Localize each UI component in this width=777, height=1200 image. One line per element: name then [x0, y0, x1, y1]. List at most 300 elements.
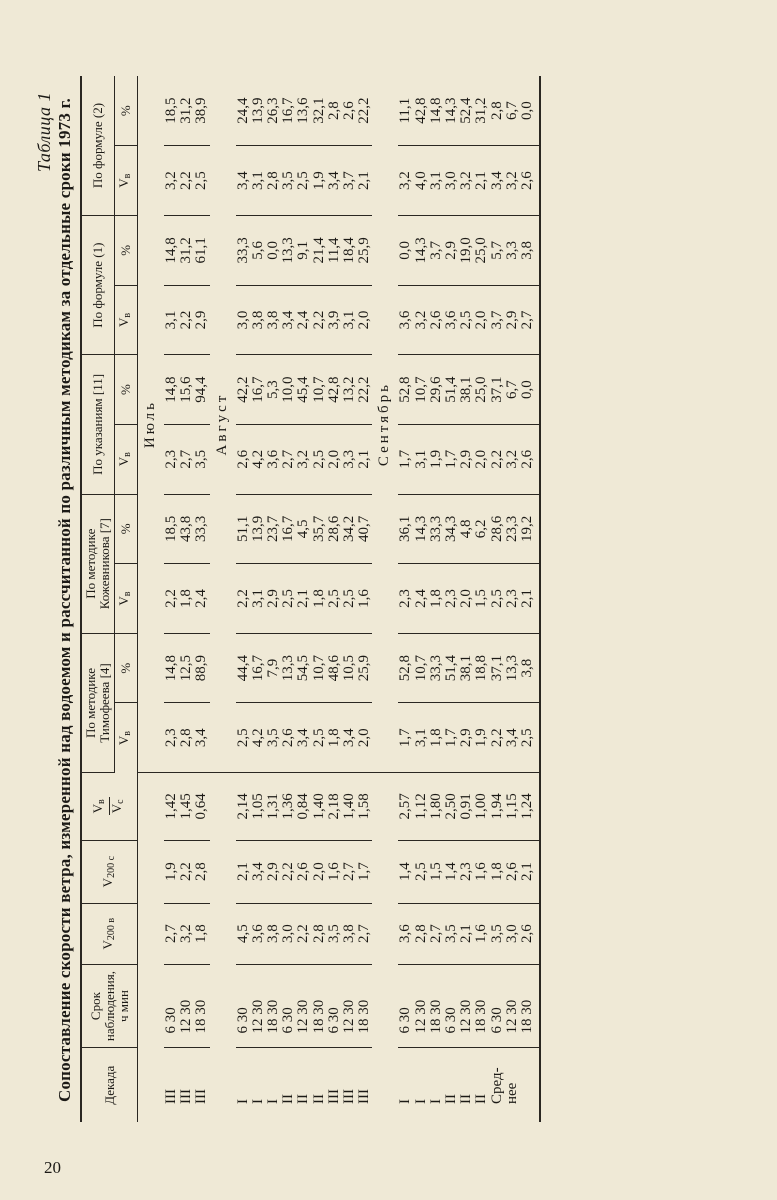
table-cell: 25,0: [474, 215, 489, 285]
table-cell: 3,7: [342, 146, 357, 216]
table-cell: 2,5: [281, 564, 296, 634]
table-cell: 3,4: [251, 840, 266, 903]
table-cell: 7,9: [266, 633, 281, 703]
table-cell: 21,4: [312, 215, 327, 285]
table-cell: 2,0: [474, 285, 489, 355]
table-cell: 3,5: [281, 146, 296, 216]
table-cell: 2,1: [474, 146, 489, 216]
cell-dekada: I: [427, 1099, 444, 1104]
table-cell: 26,3: [266, 76, 281, 146]
table-cell: 1,15: [505, 773, 520, 840]
table-cell: 13,6: [296, 76, 311, 146]
cell-dekada: II: [280, 1094, 297, 1104]
table-cell: 2,1: [459, 903, 474, 964]
table-cell: 34,3: [444, 494, 459, 564]
table-cell: 3,6: [251, 903, 266, 964]
header-method-kozhevnikov: По методике Кожевникова [7]: [81, 494, 115, 633]
table-cell: 1,9: [474, 703, 489, 773]
header-v200v: $V_{200 в}$: [81, 903, 138, 964]
table-cell: 2,6: [342, 76, 357, 146]
table-cell: 3,3: [505, 215, 520, 285]
table-cell: 33,3: [429, 633, 444, 703]
table-cell: 42,2: [236, 355, 251, 425]
table-cell: 3,4: [296, 703, 311, 773]
page-number: 20: [44, 1158, 61, 1177]
table-cell: 3,9: [327, 285, 342, 355]
table-cell: 2,2: [296, 903, 311, 964]
table-header: [81, 76, 138, 1122]
table-cell: 1,8: [327, 703, 342, 773]
table-row: [312, 76, 327, 1122]
table-cell: 35,7: [312, 494, 327, 564]
table-cell: 3,6: [444, 285, 459, 355]
table-cell: 2,4: [194, 564, 209, 634]
header-method-ukazaniya: По указаниям [11]: [81, 355, 115, 494]
table-cell: 2,5: [490, 564, 505, 634]
table-cell: 2,5: [520, 703, 540, 773]
table-cell: 3,4: [327, 146, 342, 216]
table-cell: 13,3: [281, 215, 296, 285]
table-cell: 3,1: [414, 424, 429, 494]
table-cell: 52,8: [398, 355, 413, 425]
cell-srok: 12 30: [414, 964, 429, 1048]
table-cell: 4,8: [459, 494, 474, 564]
table-cell: 2,6: [281, 703, 296, 773]
table-cell: 44,4: [236, 633, 251, 703]
cell-dekada: III: [193, 1089, 210, 1104]
table-cell: 1,80: [429, 773, 444, 840]
table-cell: 1,4: [444, 840, 459, 903]
table-cell: 48,6: [327, 633, 342, 703]
table-cell: 2,9: [266, 564, 281, 634]
table-cell: 0,0: [266, 215, 281, 285]
cell-srok: 18 30: [520, 964, 540, 1048]
table-cell: 3,7: [429, 215, 444, 285]
subheader-pct: %: [115, 633, 138, 703]
table-cell: 31,2: [179, 76, 194, 146]
table-cell: 2,1: [520, 840, 540, 903]
table-cell: 61,1: [194, 215, 209, 285]
cell-srok: 12 30: [459, 964, 474, 1048]
table-cell: 2,3: [444, 564, 459, 634]
table-cell: 31,2: [474, 76, 489, 146]
table-row: [490, 76, 505, 1122]
table-cell: 18,5: [164, 76, 179, 146]
cell-srok: 6 30: [327, 964, 342, 1048]
table-cell: 0,0: [520, 76, 540, 146]
table-cell: 37,1: [490, 355, 505, 425]
table-cell: 2,8: [194, 840, 209, 903]
table-cell: 2,9: [444, 215, 459, 285]
table-cell: 2,9: [194, 285, 209, 355]
table-cell: 1,9: [164, 840, 179, 903]
table-row: [520, 76, 540, 1122]
table-cell: 25,9: [357, 215, 372, 285]
table-cell: 3,8: [266, 903, 281, 964]
table-cell: 3,0: [444, 146, 459, 216]
table-cell: 52,4: [459, 76, 474, 146]
header-dekada: Декада: [81, 1048, 138, 1122]
table-cell: 34,2: [342, 494, 357, 564]
table-cell: 3,4: [194, 703, 209, 773]
table-row: [459, 76, 474, 1122]
table-cell: 3,4: [505, 703, 520, 773]
table-cell: 3,2: [505, 424, 520, 494]
table-cell: 3,6: [398, 903, 413, 964]
table-row: [505, 76, 520, 1122]
subheader-vv: $V_в$: [115, 285, 138, 355]
cell-srok: 18 30: [357, 964, 372, 1048]
table-cell: 2,9: [459, 424, 474, 494]
table-cell: 22,2: [357, 355, 372, 425]
table-cell: 3,2: [296, 424, 311, 494]
table-cell: 1,05: [251, 773, 266, 840]
table-row: [474, 76, 489, 1122]
table-cell: 2,5: [236, 703, 251, 773]
table-cell: 2,2: [179, 285, 194, 355]
table-cell: 3,1: [251, 564, 266, 634]
month-heading-row: [372, 76, 398, 1122]
table-cell: 2,2: [179, 146, 194, 216]
cell-srok: 12 30: [505, 964, 520, 1048]
table-cell: 2,8: [490, 76, 505, 146]
table-cell: 16,7: [251, 355, 266, 425]
table-row: [251, 76, 266, 1122]
cell-srok: 12 30: [251, 964, 266, 1048]
table-cell: 2,7: [357, 903, 372, 964]
table-cell: 1,7: [444, 703, 459, 773]
table-cell: 38,9: [194, 76, 209, 146]
subheader-vv: $V_в$: [115, 564, 138, 634]
cell-srok: 12 30: [342, 964, 357, 1048]
comparison-table: [80, 76, 541, 1122]
table-cell: 2,5: [414, 840, 429, 903]
table-cell: 2,6: [505, 840, 520, 903]
table-row: [236, 76, 251, 1122]
table-cell: 23,7: [266, 494, 281, 564]
table-cell: 22,2: [357, 76, 372, 146]
table-cell: 54,5: [296, 633, 311, 703]
cell-dekada: III: [325, 1089, 342, 1104]
table-cell: 32,1: [312, 76, 327, 146]
table-cell: 2,0: [459, 564, 474, 634]
table-cell: 2,1: [296, 564, 311, 634]
table-cell: 2,7: [281, 424, 296, 494]
cell-dekada: II: [458, 1094, 475, 1104]
table-cell: 1,8: [312, 564, 327, 634]
table-cell: 2,8: [179, 703, 194, 773]
table-row: [266, 76, 281, 1122]
table-cell: 2,18: [327, 773, 342, 840]
table-cell: 5,6: [251, 215, 266, 285]
table-cell: 2,6: [296, 840, 311, 903]
table-cell: 2,6: [236, 424, 251, 494]
table-cell: 2,3: [505, 564, 520, 634]
table-body: [138, 76, 541, 1122]
table-cell: 4,2: [251, 703, 266, 773]
table-cell: 5,3: [266, 355, 281, 425]
table-cell: 3,2: [414, 285, 429, 355]
table-cell: 2,5: [342, 564, 357, 634]
table-cell: 2,9: [459, 703, 474, 773]
cell-dekada: II: [310, 1094, 327, 1104]
table-cell: 1,6: [474, 840, 489, 903]
table-cell: 18,5: [164, 494, 179, 564]
table-cell: 2,2: [490, 424, 505, 494]
table-cell: 1,6: [474, 903, 489, 964]
header-formula-2: По формуле (2): [81, 76, 115, 215]
month-heading-row: [210, 76, 236, 1122]
table-cell: 51,4: [444, 355, 459, 425]
table-cell: 2,5: [296, 146, 311, 216]
table-cell: 16,7: [281, 494, 296, 564]
table-cell: 14,3: [414, 494, 429, 564]
table-cell: 2,7: [164, 903, 179, 964]
table-cell: 2,4: [296, 285, 311, 355]
header-srok: Срок наблюдения, ч мин: [81, 964, 138, 1048]
table-cell: 2,1: [236, 840, 251, 903]
subheader-pct: %: [115, 76, 138, 146]
table-cell: 3,1: [164, 285, 179, 355]
table-row: [357, 76, 372, 1122]
table-cell: 51,4: [444, 633, 459, 703]
table-cell: 3,1: [414, 703, 429, 773]
month-label: Сентябрь: [372, 76, 398, 773]
table-cell: 3,4: [281, 285, 296, 355]
table-cell: 0,0: [520, 355, 540, 425]
table-cell: 14,8: [429, 76, 444, 146]
table-cell: 2,3: [164, 424, 179, 494]
table-cell: 13,9: [251, 494, 266, 564]
cell-dekada: [520, 1048, 540, 1122]
table-cell: 51,1: [236, 494, 251, 564]
table-cell: 29,6: [429, 355, 444, 425]
table-cell: 2,7: [179, 424, 194, 494]
table-cell: 2,8: [414, 903, 429, 964]
table-cell: 3,1: [251, 146, 266, 216]
subheader-pct: %: [115, 494, 138, 564]
table-cell: 2,2: [179, 840, 194, 903]
table-cell: 2,6: [520, 424, 540, 494]
header-formula-1: По формуле (1): [81, 215, 115, 354]
cell-dekada: III: [341, 1089, 358, 1104]
cell-srok: 18 30: [312, 964, 327, 1048]
table-cell: 2,3: [164, 703, 179, 773]
table-cell: 16,7: [281, 76, 296, 146]
table-cell: 2,14: [236, 773, 251, 840]
cell-srok: 12 30: [296, 964, 311, 1048]
cell-dekada: III: [178, 1089, 195, 1104]
cell-dekada: нее: [503, 1082, 520, 1104]
cell-srok: 6 30: [281, 964, 296, 1048]
table-cell: 38,1: [459, 355, 474, 425]
table-cell: 13,3: [281, 633, 296, 703]
table-cell: 13,2: [342, 355, 357, 425]
table-cell: 9,1: [296, 215, 311, 285]
table-cell: 38,1: [459, 633, 474, 703]
table-cell: 42,8: [327, 355, 342, 425]
table-cell: 10,7: [414, 633, 429, 703]
cell-dekada: II: [295, 1094, 312, 1104]
table-cell: 24,4: [236, 76, 251, 146]
table-cell: 28,6: [327, 494, 342, 564]
table-cell: 25,0: [474, 355, 489, 425]
subheader-pct: %: [115, 355, 138, 425]
header-v200c: $V_{200 с}$: [81, 840, 138, 903]
cell-srok: 18 30: [194, 964, 209, 1048]
table-row: [296, 76, 311, 1122]
table-cell: 3,8: [342, 903, 357, 964]
table-cell: 10,5: [342, 633, 357, 703]
table-cell: 94,4: [194, 355, 209, 425]
table-cell: 2,2: [281, 840, 296, 903]
table-cell: 2,2: [490, 703, 505, 773]
cell-srok: 18 30: [474, 964, 489, 1048]
table-cell: 11,1: [398, 76, 413, 146]
table-cell: 2,1: [357, 424, 372, 494]
table-cell: 1,24: [520, 773, 540, 840]
table-cell: 3,8: [266, 285, 281, 355]
header-method-timofeev: По методике Тимофеева [4]: [81, 633, 115, 772]
table-cell: 0,64: [194, 773, 209, 840]
cell-dekada: I: [234, 1099, 251, 1104]
cell-dekada: III: [356, 1089, 373, 1104]
table-cell: 19,0: [459, 215, 474, 285]
table-cell: 2,6: [520, 146, 540, 216]
table-cell: 2,6: [429, 285, 444, 355]
table-cell: 1,31: [266, 773, 281, 840]
table-cell: 31,2: [179, 215, 194, 285]
table-row: [281, 76, 296, 1122]
table-cell: 5,7: [490, 215, 505, 285]
table-cell: 14,8: [164, 633, 179, 703]
table-cell: 45,4: [296, 355, 311, 425]
table-cell: 1,36: [281, 773, 296, 840]
table-cell: 3,3: [342, 424, 357, 494]
table-caption: Сопоставление скорости ветра, измеренной над водоемом и рассчитанной по различным методикам за отдельные сроки 1973 г.: [55, 98, 74, 1102]
table-cell: 6,7: [505, 355, 520, 425]
table-cell: 1,40: [342, 773, 357, 840]
table-cell: 1,00: [474, 773, 489, 840]
table-cell: 52,8: [398, 633, 413, 703]
table-cell: 4,5: [296, 494, 311, 564]
table-row: [342, 76, 357, 1122]
table-cell: 1,6: [357, 564, 372, 634]
table-cell: 33,3: [194, 494, 209, 564]
table-cell: 1,8: [429, 703, 444, 773]
table-cell: 23,3: [505, 494, 520, 564]
table-row: [164, 76, 179, 1122]
table-cell: 3,1: [342, 285, 357, 355]
table-cell: 28,6: [490, 494, 505, 564]
table-cell: 2,4: [414, 564, 429, 634]
table-cell: 18,8: [474, 633, 489, 703]
table-cell: 3,0: [281, 903, 296, 964]
table-cell: 2,6: [520, 903, 540, 964]
cell-dekada: I: [397, 1099, 414, 1104]
cell-dekada: II: [443, 1094, 460, 1104]
table-cell: 36,1: [398, 494, 413, 564]
table-cell: 4,5: [236, 903, 251, 964]
table-cell: 3,8: [251, 285, 266, 355]
month-label: Август: [210, 76, 236, 773]
table-cell: 19,2: [520, 494, 540, 564]
table-cell: 1,94: [490, 773, 505, 840]
table-cell: 3,6: [398, 285, 413, 355]
table-cell: 3,2: [164, 146, 179, 216]
table-cell: 2,0: [474, 424, 489, 494]
table-cell: 2,0: [327, 424, 342, 494]
table-cell: 2,8: [266, 146, 281, 216]
table-cell: 1,42: [164, 773, 179, 840]
table-cell: 2,9: [266, 840, 281, 903]
cell-dekada: III: [163, 1089, 179, 1104]
subheader-pct: %: [115, 215, 138, 285]
table-cell: 2,0: [357, 703, 372, 773]
table-cell: 4,0: [414, 146, 429, 216]
table-cell: 0,91: [459, 773, 474, 840]
table-cell: 1,45: [179, 773, 194, 840]
table-row: [444, 76, 459, 1122]
cell-srok: 6 30: [490, 964, 505, 1048]
table-cell: 14,3: [414, 215, 429, 285]
table-cell: 3,4: [342, 703, 357, 773]
table-row: [398, 76, 413, 1122]
table-cell: 3,2: [505, 146, 520, 216]
table-cell: 42,8: [414, 76, 429, 146]
table-cell: 10,7: [312, 633, 327, 703]
table-cell: 2,3: [459, 840, 474, 903]
table-cell: 88,9: [194, 633, 209, 703]
cell-srok: 6 30: [398, 964, 413, 1048]
table-cell: 16,7: [251, 633, 266, 703]
table-cell: 37,1: [490, 633, 505, 703]
table-cell: 3,0: [236, 285, 251, 355]
table-cell: 25,9: [357, 633, 372, 703]
table-cell: 2,5: [459, 285, 474, 355]
table-cell: 2,0: [357, 285, 372, 355]
table-cell: 2,5: [194, 146, 209, 216]
subheader-vv: $V_в$: [115, 146, 138, 216]
table-cell: 3,5: [444, 903, 459, 964]
cell-srok: 18 30: [429, 964, 444, 1048]
table-cell: 6,7: [505, 76, 520, 146]
table-cell: 1,9: [312, 146, 327, 216]
table-cell: 1,8: [429, 564, 444, 634]
month-label: Июль: [138, 76, 165, 773]
table-row: [429, 76, 444, 1122]
table-cell: 2,2: [312, 285, 327, 355]
table-cell: 14,8: [164, 355, 179, 425]
table-cell: 2,2: [164, 564, 179, 634]
table-cell: 10,7: [414, 355, 429, 425]
table-cell: 33,3: [429, 494, 444, 564]
table-cell: 2,2: [236, 564, 251, 634]
table-cell: 3,7: [490, 285, 505, 355]
table-cell: 1,8: [490, 840, 505, 903]
table-row: [327, 76, 342, 1122]
table-cell: 2,5: [312, 703, 327, 773]
header-ratio: $V_в$ $V_с$: [81, 773, 138, 840]
table-cell: 3,5: [266, 703, 281, 773]
table-cell: 1,7: [398, 424, 413, 494]
table-cell: 1,6: [327, 840, 342, 903]
table-cell: 14,8: [164, 215, 179, 285]
table-cell: 15,6: [179, 355, 194, 425]
table-cell: 3,2: [398, 146, 413, 216]
table-cell: 1,40: [312, 773, 327, 840]
table-cell: 3,8: [520, 633, 540, 703]
